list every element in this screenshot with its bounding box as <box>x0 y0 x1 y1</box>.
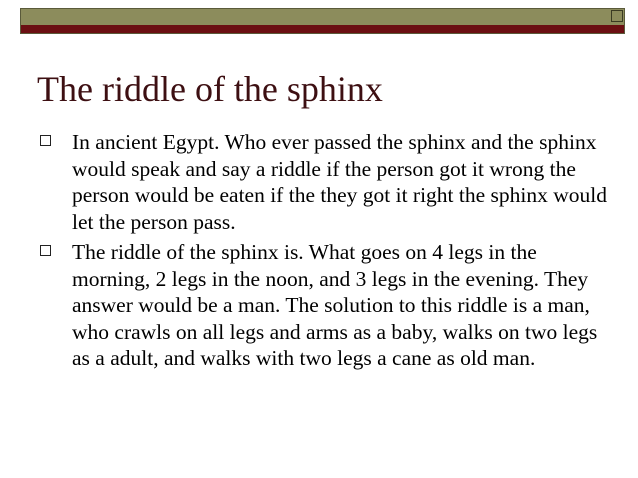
square-bullet-icon <box>40 135 51 146</box>
header-band-maroon-stripe <box>21 25 624 33</box>
square-bullet-icon <box>40 245 51 256</box>
bullet-text: The riddle of the sphinx is. What goes on 4 legs in the morning, 2 legs in the noon, and 3 legs in the evening. They answer would be a man. The solution to this riddle is a man, who crawls on all legs and arms as a baby, walks on two legs as a adult, and walks with two legs a cane as old man. <box>72 240 598 370</box>
bullet-item <box>38 129 610 235</box>
bullet-text: In ancient Egypt. Who ever passed the sphinx and the sphinx would speak and say a riddle if the person got it wrong the person would be eaten if the they got it right the sphinx would let the person pass. <box>72 130 608 234</box>
bullet-list <box>38 129 610 376</box>
bullet-item <box>38 239 610 372</box>
header-band-olive-stripe <box>21 9 624 25</box>
slide-title: The riddle of the sphinx <box>37 69 383 109</box>
header-decoration-band <box>20 8 625 34</box>
square-ornament-icon <box>611 10 623 22</box>
